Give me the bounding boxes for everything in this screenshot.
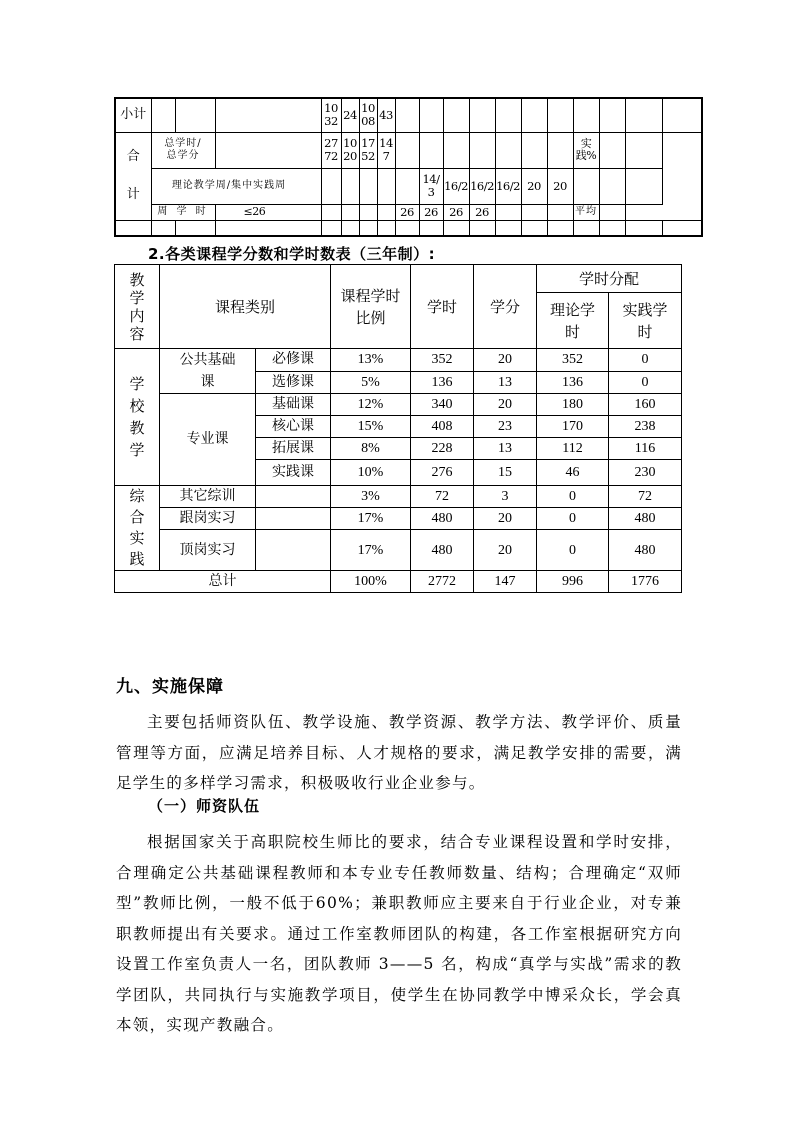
subtotal-theory-hours: 24 — [341, 98, 359, 132]
total-hours-credits-label: 总学时/总学分 — [151, 132, 215, 168]
weeks-semester-6: 20 — [547, 168, 573, 204]
course-credits-hours-table — [114, 264, 682, 593]
table-row-weekly-hours: 周 学 时 ≤26 26 26 26 26 平均 — [115, 204, 702, 220]
table-row: 拓展课 8% 228 13 112 116 — [115, 438, 682, 460]
table2-caption: 2.各类课程学分数和学时数表（三年制）: — [148, 245, 436, 263]
header-theory: 理论学时 — [537, 293, 609, 349]
table-row: 跟岗实习 17% 480 20 0 480 — [115, 508, 682, 530]
table-row-total: 总计 100% 2772 147 996 1776 — [115, 571, 682, 593]
weeks-label: 理论教学周/集中实践周 — [151, 168, 321, 204]
weeks-semester-4: 16/2 — [495, 168, 521, 204]
header-distribution: 学时分配 — [537, 265, 682, 293]
section-intro-paragraph: 主要包括师资队伍、教学设施、教学资源、教学方法、教学评价、质量管理等方面，应满足培养目标、人才规格的要求，满足教学安排的需要，满足学生的多样学习需求，积极吸收行业企业参与。 — [116, 713, 682, 792]
teaching-plan-table-continued — [114, 97, 703, 237]
grand-credits: 147 — [377, 132, 395, 168]
table-row: 核心课 15% 408 23 170 238 — [115, 416, 682, 438]
grand-theory-hours: 1020 — [341, 132, 359, 168]
subtotal-credits: 43 — [377, 98, 395, 132]
group-school: 学校教学 — [115, 349, 160, 486]
weeks-semester-3: 16/2 — [469, 168, 495, 204]
group-comprehensive: 综合实践 — [115, 486, 160, 571]
section-heading: 九、实施保障 — [116, 677, 224, 697]
average-label: 平均 — [573, 204, 599, 220]
grand-total-hours: 2772 — [321, 132, 341, 168]
header-category: 课程类别 — [160, 265, 331, 349]
table-row: 学校教学 公共基础课 必修课 13% 352 20 352 0 — [115, 349, 682, 372]
header-practice: 实践学时 — [609, 293, 682, 349]
table-row-subtotal — [115, 98, 702, 132]
grand-practice-hours: 1752 — [359, 132, 377, 168]
header-credits: 学分 — [474, 265, 537, 349]
subtotal-total-hours: 1032 — [321, 98, 341, 132]
total-label: 总计 — [115, 571, 331, 593]
weekly-hours-label: 周 学 时 — [151, 204, 215, 220]
group-major: 专业课 — [160, 394, 256, 486]
weeks-semester-1: 14/3 — [419, 168, 443, 204]
table-row: 选修课 5% 136 13 136 0 — [115, 371, 682, 394]
header-hours: 学时 — [411, 265, 474, 349]
table-row-empty — [115, 220, 702, 236]
subsection-paragraph: 根据国家关于高职院校生师比的要求，结合专业课程设置和学时安排，合理确定公共基础课程教师和本专业专任教师数量、结构；合理确定“双师型”教师比例，一般不低于60%；兼职教师应主要来自于行业企业，对专兼职教师提出有关要求。通过工作室教师团队的构建，各工作室根据研究方向设置工作室负责人一名，团队教师 3——5 名，构成“真学与实战”需求的教学团队，共同执行与实施教学项目，使学生在协同教学中博采众长，学会真本领，实现产教融合。 — [116, 833, 682, 1034]
practice-percent-label — [599, 132, 625, 168]
group-public: 公共基础课 — [160, 349, 256, 394]
weekly-hours-limit: ≤26 — [215, 204, 321, 220]
subsection-heading: （一）师资队伍 — [148, 797, 261, 815]
weeks-semester-2: 16/2 — [443, 168, 469, 204]
table-row: 综合实践 其它综训 3% 72 3 0 72 — [115, 486, 682, 508]
weeks-semester-5: 20 — [521, 168, 547, 204]
table-row: 专业课 基础课 12% 340 20 180 160 — [115, 394, 682, 416]
subtotal-practice-hours: 1008 — [359, 98, 377, 132]
total-label: 合 计 — [115, 132, 151, 220]
header-ratio: 课程学时比例 — [331, 265, 411, 349]
table-row: 实践课 10% 276 15 46 230 — [115, 460, 682, 486]
table-row-weeks — [115, 168, 702, 204]
header-content: 教学内容 — [115, 265, 160, 349]
table2-header-row-1 — [115, 265, 682, 293]
table-row-total-hours-credits: 合 计 总学时/总学分 2772 1020 1752 147 实践% — [115, 132, 702, 168]
subtotal-label: 小计 — [115, 98, 151, 132]
table-row: 顶岗实习 17% 480 20 0 480 — [115, 530, 682, 571]
